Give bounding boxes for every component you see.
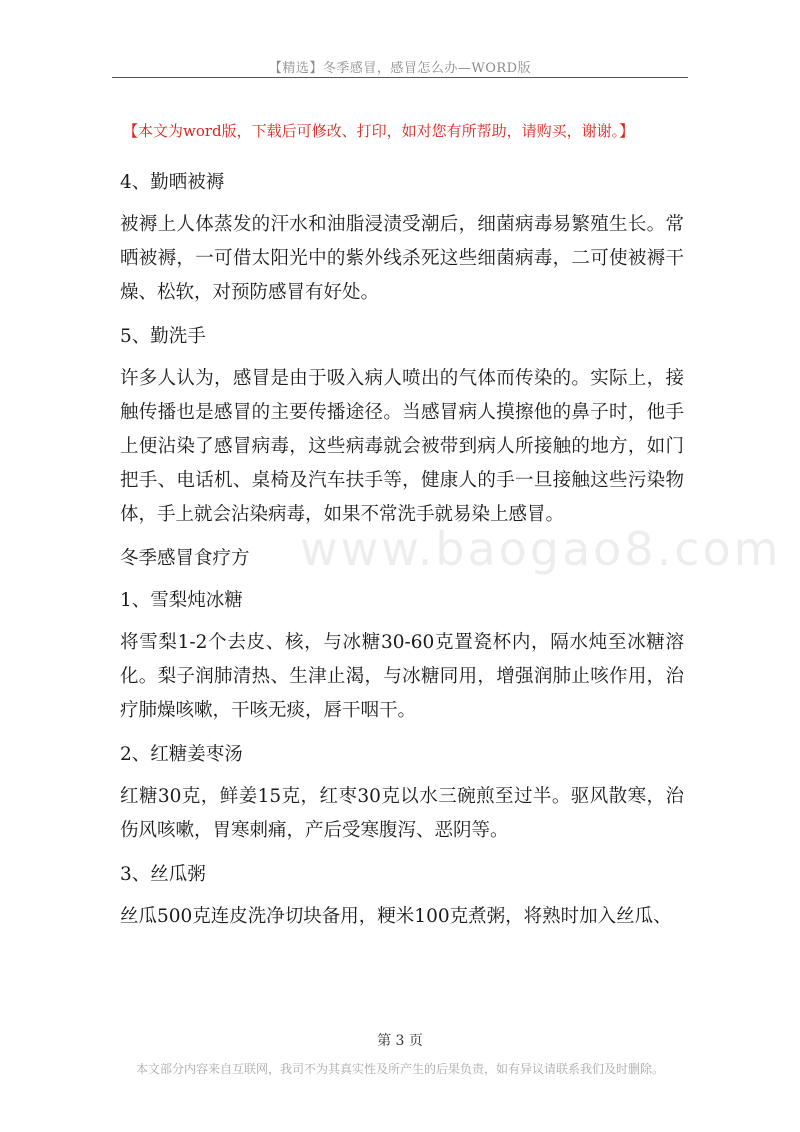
page-header: 【精选】冬季感冒，感冒怎么办—WORD版	[268, 61, 532, 76]
section-heading: 3、丝瓜粥	[120, 864, 206, 885]
section-heading: 4、勤晒被褥	[120, 172, 225, 193]
page-footer-disclaimer: 本文部分内容来自互联网，我司不为其真实性及所产生的后果负责，如有异议请联系我们及时删除。	[135, 1062, 664, 1076]
section-heading: 2、红糖姜枣汤	[120, 744, 243, 765]
paragraph: 被褥上人体蒸发的汗水和油脂浸渍受潮后，细菌病毒易繁殖生长。常晒被褥，一可借太阳光中的紫外线杀死这些细菌病毒，二可使被褥干燥、松软，对预防感冒有好处。	[120, 214, 684, 303]
watermark: www.baogao8.com	[300, 522, 782, 576]
download-notice: 【本文为word版，下载后可修改、打印，如对您有所帮助，请购买，谢谢。】	[123, 122, 635, 140]
section-heading: 冬季感冒食疗方	[120, 548, 250, 569]
section-heading: 5、勤洗手	[120, 326, 206, 347]
paragraph: 红糖30克，鲜姜15克，红枣30克以水三碗煎至过半。驱风散寒，治伤风咳嗽，胃寒刺痛，产后受寒腹泻、恶阴等。	[120, 786, 684, 841]
paragraph: 丝瓜500克连皮洗净切块备用，粳米100克煮粥，将熟时加入丝瓜、	[120, 906, 672, 927]
page-number: 第 3 页	[377, 1033, 423, 1049]
paragraph: 许多人认为，感冒是由于吸入病人喷出的气体而传染的。实际上，接触传播也是感冒的主要传播途径。当感冒病人摸擦他的鼻子时，他手上便沾染了感冒病毒，这些病毒就会被带到病人所接触的地方，如门把手、电话机、桌椅及汽车扶手等，健康人的手一旦接触这些污染物体，手上就会沾染病毒，如果不常洗手就易染上感冒。	[120, 368, 684, 525]
paragraph: 将雪梨1-2个去皮、核，与冰糖30-60克置瓷杯内，隔水炖至冰糖溶化。梨子润肺清热、生津止渴，与冰糖同用，增强润肺止咳作用，治疗肺燥咳嗽，干咳无痰，唇干咽干。	[120, 632, 684, 721]
section-heading: 1、雪梨炖冰糖	[120, 590, 243, 611]
document-body	[120, 166, 684, 944]
header-divider	[112, 77, 688, 78]
